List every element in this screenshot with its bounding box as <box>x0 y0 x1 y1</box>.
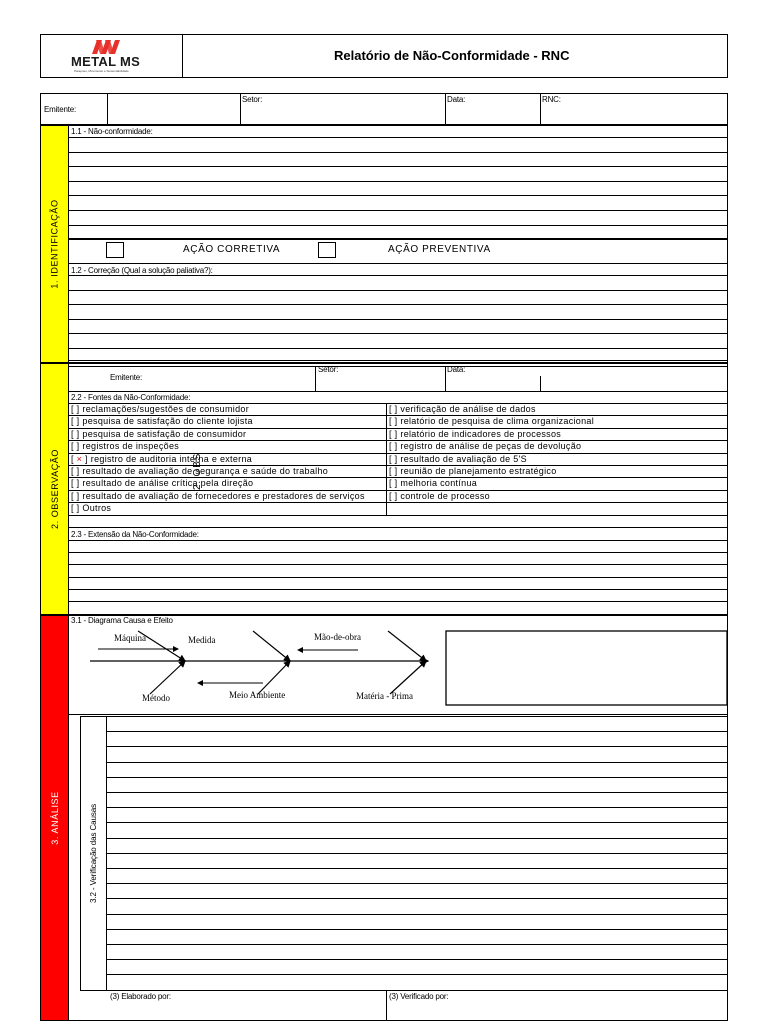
logo-text: METAL MS <box>71 54 141 69</box>
section-analise-label: 3. ANÁLISE <box>49 791 60 845</box>
ruled-line <box>68 137 728 138</box>
fonte-label: resultado de avaliação de 5'S <box>400 454 527 464</box>
fonte-checkbox[interactable]: [ ] <box>71 478 80 488</box>
divider <box>68 714 728 715</box>
ruled-line <box>107 777 728 778</box>
ruled-line <box>68 577 728 578</box>
ruled-line <box>68 319 728 320</box>
logo-tagline: Parapuso, Movimento e Sustentabilidade <box>74 69 129 73</box>
ruled-line <box>68 152 728 153</box>
fonte-label: pesquisa de satisfação de consumidor <box>82 429 247 439</box>
fonte-checkbox[interactable]: [ ] <box>71 416 80 426</box>
header-divider <box>182 34 183 78</box>
verificado-field[interactable] <box>387 1002 727 1020</box>
data-label: Data: <box>447 95 466 104</box>
obs-setor-label: Setor: <box>318 365 339 374</box>
elaborado-field[interactable] <box>108 1002 385 1020</box>
ruled-line <box>107 716 728 717</box>
ruled-line <box>68 589 728 590</box>
ruled-line <box>107 822 728 823</box>
nao-conformidade-label: 1.1 - Não-conformidade: <box>71 127 153 136</box>
ruled-line <box>107 929 728 930</box>
ruled-line <box>68 564 728 565</box>
divider <box>68 391 728 392</box>
fonte-checkbox[interactable]: [ ] <box>71 441 80 451</box>
fonte-checkbox[interactable]: [ ] <box>389 491 398 501</box>
fonte-item[interactable] <box>71 454 252 466</box>
diagrama-label: 3.1 - Diagrama Causa e Efeito <box>71 616 173 625</box>
ruled-line <box>68 263 728 264</box>
section-observacao-bar <box>40 363 69 615</box>
fonte-item[interactable] <box>389 404 536 416</box>
ruled-line <box>107 838 728 839</box>
ruled-line <box>68 348 728 349</box>
ruled-line <box>107 914 728 915</box>
fonte-label: registro de auditoria interna e externa <box>90 454 253 464</box>
ruled-line <box>68 304 728 305</box>
fonte-label: reclamações/sugestões de consumidor <box>82 404 249 414</box>
ruled-line <box>68 290 728 291</box>
section-analise-bar <box>40 615 69 1021</box>
fonte-checkbox[interactable]: [ ] <box>389 466 398 476</box>
fonte-item[interactable] <box>389 441 581 453</box>
divider <box>540 376 541 391</box>
fonte-checkbox[interactable]: [ ] <box>389 416 398 426</box>
cause-materia-prima: Matéria - Prima <box>356 691 413 701</box>
section-identificacao-bar <box>40 125 69 363</box>
emitente-label: Emitente: <box>44 105 76 114</box>
ruled-line <box>107 974 728 975</box>
fishbone-bone <box>390 661 426 694</box>
fonte-label: registro de análise de peças de devolução <box>400 441 582 451</box>
fontes-label: 2.2 - Fontes da Não-Conformidade: <box>71 393 191 402</box>
obs-emitente-label: Emitente: <box>110 373 142 382</box>
acao-corretiva-label: AÇÃO CORRETIVA <box>183 244 281 255</box>
ruled-line <box>107 853 728 854</box>
fonte-item[interactable] <box>71 491 365 503</box>
divider <box>386 403 387 515</box>
fonte-checkbox[interactable]: [ ] <box>389 441 398 451</box>
fonte-label: reunião de planejamento estratégico <box>400 466 557 476</box>
divider <box>445 366 446 391</box>
fonte-label: verificação de análise de dados <box>400 404 536 414</box>
fonte-label: resultado de avaliação de segurança e saúde do trabalho <box>82 466 329 476</box>
fonte-checkbox[interactable]: [ ] <box>71 466 80 476</box>
emitente-field[interactable] <box>108 94 239 124</box>
fonte-item[interactable] <box>71 429 246 441</box>
fonte-item[interactable] <box>71 404 249 416</box>
ruled-line <box>68 166 728 167</box>
divider <box>107 990 728 991</box>
fonte-checkbox[interactable]: [ ] <box>71 404 80 414</box>
setor-field[interactable] <box>241 103 444 124</box>
fishbone-bone <box>150 661 185 694</box>
cause-metodo: Método <box>142 693 170 703</box>
setor-label: Setor: <box>242 95 263 104</box>
ruled-line <box>107 898 728 899</box>
ruled-line <box>68 275 728 276</box>
ruled-line <box>68 601 728 602</box>
ruled-line <box>68 210 728 211</box>
verificado-label: (3) Verificado por: <box>389 992 449 1001</box>
company-logo <box>62 38 152 76</box>
ruled-line <box>107 731 728 732</box>
fonte-label: relatório de indicadores de processos <box>400 429 562 439</box>
fonte-item[interactable] <box>389 466 557 478</box>
fonte-item[interactable] <box>389 491 490 503</box>
fonte-label: melhoria contínua <box>400 478 478 488</box>
fonte-checkbox[interactable]: [ ] <box>389 404 398 414</box>
fonte-checkbox[interactable]: [ ] <box>71 491 80 501</box>
fonte-item[interactable] <box>71 503 111 515</box>
fishbone-bone <box>253 631 290 661</box>
ruled-line <box>68 239 728 240</box>
fonte-item[interactable] <box>71 416 253 428</box>
verificacao-label-cell <box>80 716 107 991</box>
obs-overlay-text: 2. OBS <box>192 452 203 490</box>
fonte-label: resultado de análise crítica pela direção <box>82 478 254 488</box>
ruled-line <box>107 792 728 793</box>
elaborado-label: (3) Elaborado por: <box>110 992 171 1001</box>
section-identificacao-label: 1. IDENTIFICAÇÃO <box>49 199 60 289</box>
fonte-item[interactable] <box>71 441 179 453</box>
ruled-line <box>107 807 728 808</box>
ruled-line <box>107 883 728 884</box>
fonte-label: pesquisa de satisfação do cliente lojista <box>82 416 253 426</box>
fonte-label: registros de inspeções <box>82 441 180 451</box>
fonte-label: relatório de pesquisa de clima organizacional <box>400 416 595 426</box>
fonte-item[interactable] <box>389 454 527 466</box>
ruled-line <box>68 225 728 226</box>
ruled-line <box>68 552 728 553</box>
ruled-line <box>68 360 728 361</box>
ruled-line <box>68 540 728 541</box>
checked-x-icon: × <box>76 454 83 464</box>
fonte-label: Outros <box>82 503 112 513</box>
fonte-item[interactable] <box>71 478 253 490</box>
verificacao-label: 3.2 - Verificação das Causas <box>89 803 99 904</box>
fonte-checkbox[interactable]: [ ] <box>71 429 80 439</box>
fonte-checkbox[interactable]: [ ] <box>389 429 398 439</box>
ruled-line <box>107 959 728 960</box>
rnc-field[interactable] <box>541 103 727 124</box>
section-observacao-label: 2. OBSERVAÇÃO <box>49 449 60 529</box>
cause-maquina: Máquina <box>114 633 146 643</box>
fonte-checkbox[interactable]: [ × ] <box>71 454 88 464</box>
ruled-line <box>68 333 728 334</box>
cause-mao-de-obra: Mão-de-obra <box>314 632 361 642</box>
fonte-item[interactable] <box>389 429 561 441</box>
ruled-line <box>68 238 728 239</box>
fonte-item[interactable] <box>71 466 328 478</box>
acao-corretiva-checkbox[interactable] <box>106 242 124 258</box>
data-field[interactable] <box>446 103 539 124</box>
fonte-label: controle de processo <box>400 491 490 501</box>
ruled-line <box>107 746 728 747</box>
fontes-row-line <box>68 515 728 516</box>
ruled-line <box>68 527 728 528</box>
obs-data-label: Data: <box>447 365 466 374</box>
page-title: Relatório de Não-Conformidade - RNC <box>334 48 570 63</box>
fonte-item[interactable] <box>389 416 594 428</box>
cause-medida: Medida <box>188 635 216 645</box>
divider <box>68 366 728 367</box>
acao-preventiva-label: AÇÃO PREVENTIVA <box>388 244 491 255</box>
ruled-line <box>107 762 728 763</box>
fonte-checkbox[interactable]: [ ] <box>389 454 398 464</box>
fonte-item[interactable] <box>389 478 477 490</box>
ruled-line <box>107 868 728 869</box>
correcao-label: 1.2 - Correção (Qual a solução paliativa?): <box>71 266 213 275</box>
cause-meio-ambiente: Meio Ambiente <box>229 690 286 700</box>
fonte-checkbox[interactable]: [ ] <box>71 503 80 513</box>
acao-preventiva-checkbox[interactable] <box>318 242 336 258</box>
ruled-line <box>68 181 728 182</box>
fishbone-bone <box>388 631 426 661</box>
fonte-label: resultado de avaliação de fornecedores e prestadores de serviços <box>82 491 365 501</box>
divider <box>315 366 316 391</box>
effect-box <box>446 631 727 705</box>
fonte-checkbox[interactable]: [ ] <box>389 478 398 488</box>
rnc-label: RNC: <box>542 95 561 104</box>
logo-mark-icon <box>92 40 122 54</box>
ruled-line <box>107 944 728 945</box>
extensao-label: 2.3 - Extensão da Não-Conformidade: <box>71 530 199 539</box>
ruled-line <box>68 195 728 196</box>
